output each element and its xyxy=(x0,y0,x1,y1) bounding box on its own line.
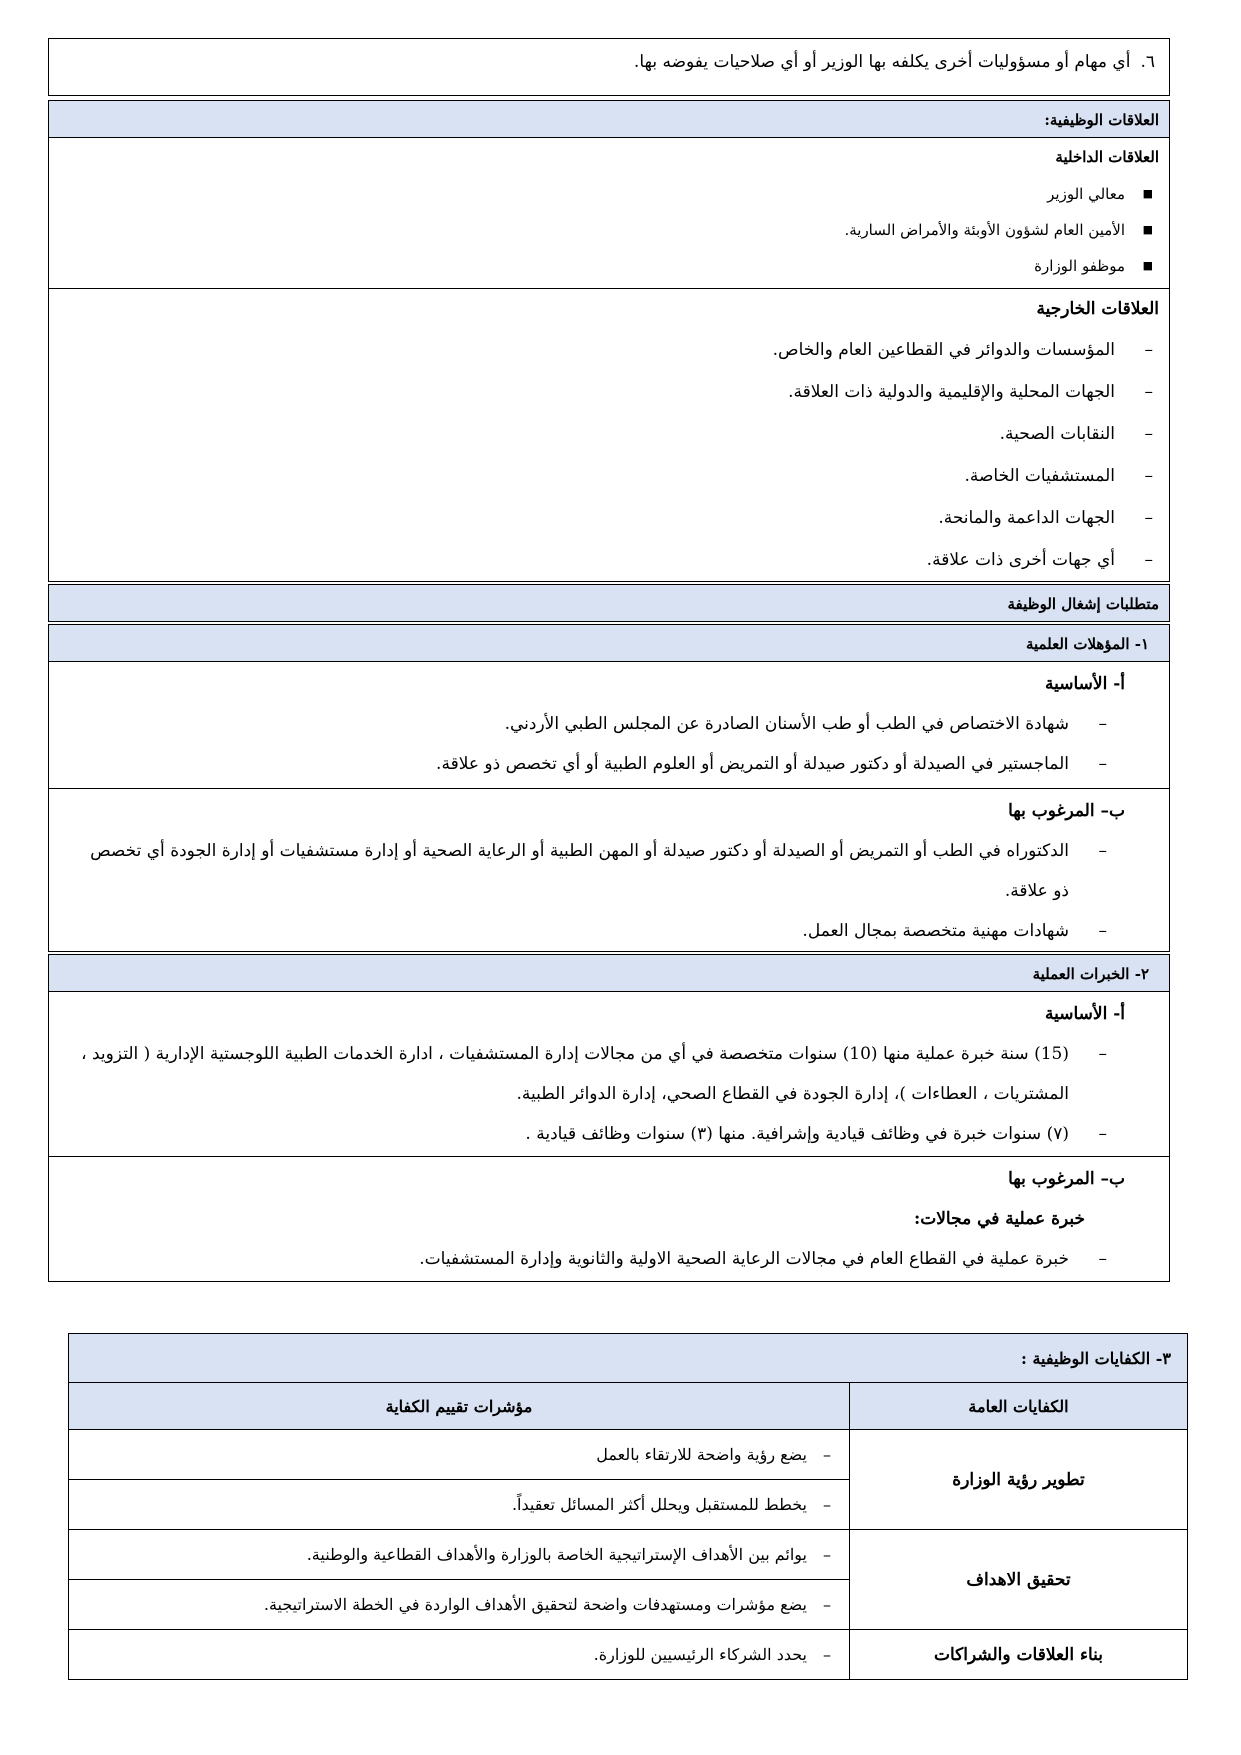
competency-name: تطوير رؤية الوزارة xyxy=(850,1430,1188,1530)
item-6-number: ٦. xyxy=(1140,52,1155,72)
table-row xyxy=(69,1530,1188,1580)
square-bullet-icon: ■ xyxy=(1142,187,1153,200)
table-row xyxy=(69,1630,1188,1680)
dash-bullet-icon: – xyxy=(1144,550,1153,570)
relations-header: العلاقات الوظيفية: xyxy=(48,100,1170,138)
list-item: – الجهات الداعمة والمانحة. xyxy=(49,497,1169,539)
list-item: ■ معالي الوزير xyxy=(49,176,1169,212)
list-item: ■ الأمين العام لشؤون الأوبئة والأمراض السارية. xyxy=(49,212,1169,248)
qualifications-basic-box xyxy=(48,662,1170,789)
job-description-document xyxy=(48,38,1170,1282)
dash-bullet-icon: – xyxy=(1144,466,1153,486)
dash-bullet-icon: – xyxy=(823,1645,831,1664)
list-item: – الماجستير في الصيدلة أو دكتور صيدلة أو التمريض أو العلوم الطبية أو أي تخصص ذو علاقة. xyxy=(49,744,1169,784)
dash-bullet-icon: – xyxy=(1144,424,1153,444)
requirements-header: متطلبات إشغال الوظيفة xyxy=(48,584,1170,622)
dash-bullet-icon: – xyxy=(1144,508,1153,528)
list-item: ■ موظفو الوزارة xyxy=(49,248,1169,284)
experience-desired-subtitle: خبرة عملية في مجالات: xyxy=(913,1209,1085,1229)
list-item: – أي جهات أخرى ذات علاقة. xyxy=(49,539,1169,581)
item-6-text: أي مهام أو مسؤوليات أخرى يكلفه بها الوزير أو أي صلاحيات يفوضه بها. xyxy=(633,52,1131,72)
competency-name: تحقيق الاهداف xyxy=(850,1530,1188,1630)
item-6-box xyxy=(48,38,1170,96)
list-item: – (٧) سنوات خبرة في وظائف قيادية وإشرافية. منها (٣) سنوات وظائف قيادية . xyxy=(49,1114,1169,1154)
list-item: – شهادة الاختصاص في الطب أو طب الأسنان الصادرة عن المجلس الطبي الأردني. xyxy=(49,704,1169,744)
list-item: – الدكتوراه في الطب أو التمريض أو الصيدلة أو دكتور صيدلة أو المهن الطبية أو الرعاية الصحية أو إدارة مستشفيات أو إدارة الجودة أي تخصص ذو علاقة. xyxy=(49,831,1169,911)
qualifications-header: ١- المؤهلات العلمية xyxy=(48,624,1170,662)
dash-bullet-icon: – xyxy=(1144,340,1153,360)
experience-desired-box xyxy=(48,1157,1170,1282)
list-item: – شهادات مهنية متخصصة بمجال العمل. xyxy=(49,911,1169,951)
square-bullet-icon: ■ xyxy=(1142,223,1153,236)
experience-header: ٢- الخبرات العملية xyxy=(48,954,1170,992)
competency-name: بناء العلاقات والشراكات xyxy=(850,1630,1188,1680)
qualifications-basic-list xyxy=(49,704,1169,784)
list-item: – النقابات الصحية. xyxy=(49,413,1169,455)
qualifications-basic-title: أ- الأساسية xyxy=(1044,674,1125,694)
dash-bullet-icon: – xyxy=(823,1495,831,1514)
internal-relations-list xyxy=(49,176,1169,284)
item-6 xyxy=(49,45,1169,79)
indicator-cell: –يضع مؤشرات ومستهدفات واضحة لتحقيق الأهداف الواردة في الخطة الاستراتيجية. xyxy=(69,1580,850,1630)
indicator-cell: –يوائم بين الأهداف الإستراتيجية الخاصة بالوزارة والأهداف القطاعية والوطنية. xyxy=(69,1530,850,1580)
list-item: – المؤسسات والدوائر في القطاعين العام والخاص. xyxy=(49,329,1169,371)
indicator-cell: –يحدد الشركاء الرئيسيين للوزارة. xyxy=(69,1630,850,1680)
qualifications-desired-list xyxy=(49,831,1169,951)
list-item: – المستشفيات الخاصة. xyxy=(49,455,1169,497)
indicator-cell: –يضع رؤية واضحة للارتقاء بالعمل xyxy=(69,1430,850,1480)
indicator-cell: –يخطط للمستقبل ويحلل أكثر المسائل تعقيداً. xyxy=(69,1480,850,1530)
qualifications-desired-title: ب– المرغوب بها xyxy=(1008,801,1125,821)
external-relations-title: العلاقات الخارجية xyxy=(1036,299,1159,319)
qualifications-desired-box xyxy=(48,789,1170,952)
list-item: – خبرة عملية في القطاع العام في مجالات الرعاية الصحية الاولية والثانوية وإدارة المستشفيات. xyxy=(49,1239,1169,1279)
dash-bullet-icon: – xyxy=(823,1545,831,1564)
competencies-header: ٣- الكفايات الوظيفية : xyxy=(69,1334,1188,1383)
dash-bullet-icon: – xyxy=(1098,841,1107,861)
experience-desired-title: ب– المرغوب بها xyxy=(1008,1169,1125,1189)
internal-relations-box xyxy=(48,138,1170,289)
dash-bullet-icon: – xyxy=(1098,1124,1107,1144)
table-row xyxy=(69,1430,1188,1480)
experience-desired-list xyxy=(49,1239,1169,1279)
dash-bullet-icon: – xyxy=(1098,754,1107,774)
dash-bullet-icon: – xyxy=(1098,1044,1107,1064)
dash-bullet-icon: – xyxy=(823,1445,831,1464)
experience-basic-title: أ- الأساسية xyxy=(1044,1004,1125,1024)
column-header-general: الكفايات العامة xyxy=(850,1383,1188,1430)
internal-relations-title: العلاقات الداخلية xyxy=(1055,148,1159,166)
dash-bullet-icon: – xyxy=(823,1595,831,1614)
dash-bullet-icon: – xyxy=(1098,1249,1107,1269)
dash-bullet-icon: – xyxy=(1098,921,1107,941)
dash-bullet-icon: – xyxy=(1144,382,1153,402)
square-bullet-icon: ■ xyxy=(1142,259,1153,272)
list-item: – الجهات المحلية والإقليمية والدولية ذات العلاقة. xyxy=(49,371,1169,413)
competencies-table xyxy=(68,1333,1188,1680)
list-item: – (15) سنة خبرة عملية منها (10) سنوات متخصصة في أي من مجالات إدارة المستشفيات ، ادارة الخدمات الطبية اللوجستية الإدارية ( التزويد ، المشتريات ، العطاءات )، إدارة الجودة في القطاع الصحي، إدارة الدوائر الطبية. xyxy=(49,1034,1169,1114)
column-header-indicators: مؤشرات تقييم الكفاية xyxy=(69,1383,850,1430)
experience-basic-list xyxy=(49,1034,1169,1154)
dash-bullet-icon: – xyxy=(1098,714,1107,734)
external-relations-list xyxy=(49,329,1169,581)
external-relations-box xyxy=(48,289,1170,582)
experience-basic-box xyxy=(48,992,1170,1157)
